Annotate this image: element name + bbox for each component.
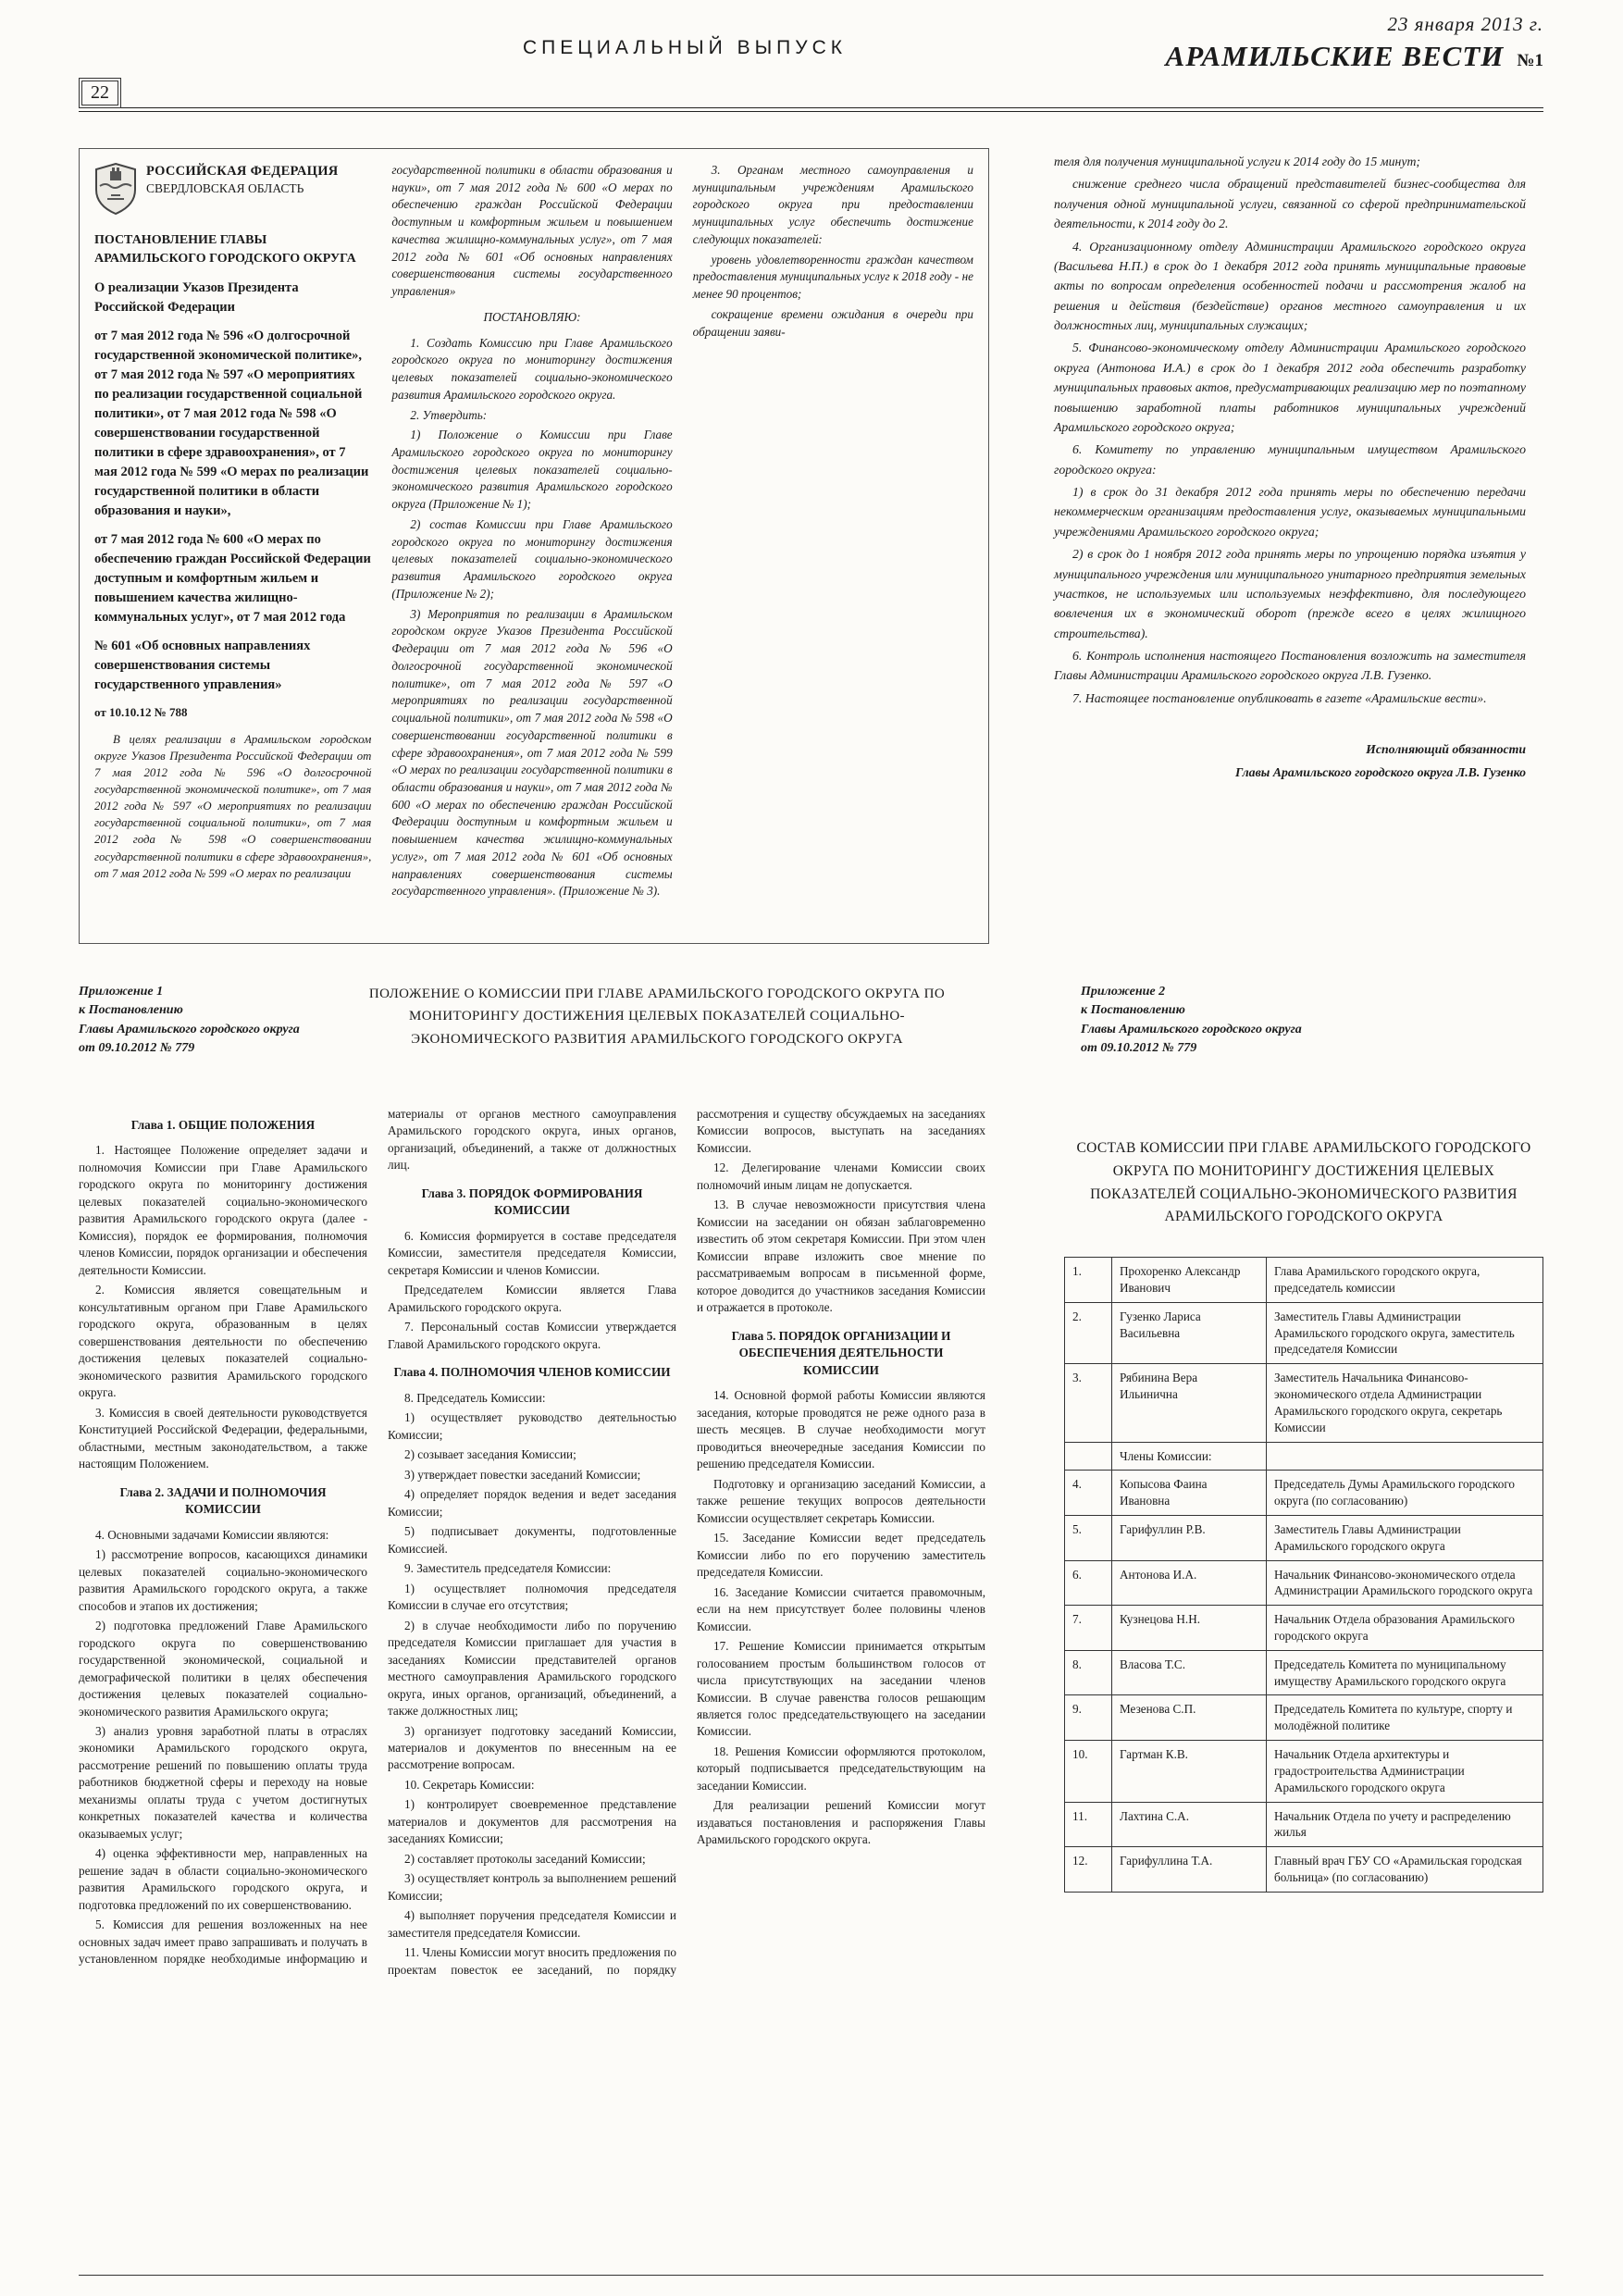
table-row bbox=[1065, 1302, 1543, 1363]
decree-right-column bbox=[1054, 148, 1526, 944]
paragraph: 1) Положение о Комиссии при Главе Арамильского городского округа по мониторингу достижения целевых показателей социально-экономического развития Арамильского городского округа (Приложение № 1); bbox=[391, 428, 673, 512]
paragraph: 1) осуществляет полномочия председателя Комиссии в случае его отсутствия; bbox=[388, 1581, 676, 1613]
member-role-cell: Главный врач ГБУ СО «Арамильская городская больница» (по согласованию) bbox=[1267, 1847, 1543, 1893]
decree-box bbox=[79, 148, 989, 944]
special-issue-title: СПЕЦИАЛЬНЫЙ ВЫПУСК bbox=[522, 37, 848, 58]
issue-date: 23 января 2013 г. bbox=[1387, 13, 1543, 35]
table-row bbox=[1065, 1741, 1543, 1802]
row-num-cell: 1. bbox=[1065, 1258, 1112, 1303]
paragraph: Глава 3. ПОРЯДОК ФОРМИРОВАНИЯ КОМИССИИ bbox=[421, 1185, 643, 1218]
row-num-cell: 5. bbox=[1065, 1515, 1112, 1560]
coat-of-arms-icon bbox=[94, 162, 137, 220]
paragraph: Глава 5. ПОРЯДОК ОРГАНИЗАЦИИ И ОБЕСПЕЧЕНИЯ ДЕЯТЕЛЬНОСТИ КОМИССИИ bbox=[731, 1328, 951, 1377]
issue-number: №1 bbox=[1517, 51, 1543, 70]
paragraph: 13. В случае невозможности присутствия члена Комиссии на заседании он обязан заблаговременно известить об этом секретаря Комиссии. При этом член Комиссии вправе изложить свое мнение по рассматриваемым вопросам в письменной форме, которое доводится до участников заседания Комиссии и отражается в протоколе. bbox=[697, 1198, 985, 1315]
paragraph: Приложение 2 bbox=[1081, 985, 1166, 999]
member-role-cell: Заместитель Главы Администрации Арамильского городского округа bbox=[1267, 1515, 1543, 1560]
table-row bbox=[1065, 1258, 1543, 1303]
decree-preamble: В целях реализации в Арамильском городском округе Указов Президента Российской Федерации от 7 мая 2012 года № 596 «О долгосрочной государственной экономической политике», от 7 мая 2012 года № 597 «О мероприятиях по реализации государственной социальной политики», от 7 мая 2012 года № 598 «О совершенствовании государственной политики в сфере здравоохранения», от 7 мая 2012 года № 599 «О мерах по реализации bbox=[94, 732, 372, 880]
paragraph: 1) в срок до 31 декабря 2012 года принять меры по обеспечению передачи некоммерческим организациям предоставления услуг, оказываемых муниципальными учреждениями Арамильского городского округа; bbox=[1054, 485, 1526, 539]
row-num-cell: 9. bbox=[1065, 1695, 1112, 1741]
paragraph: 4) оценка эффективности мер, направленных на решение задач в области социально-экономического развития Арамильского городского округа, и подготовка предложений по их совершенствованию. bbox=[79, 1846, 367, 1912]
paragraph: 1) осуществляет руководство деятельностью Комиссии; bbox=[388, 1410, 676, 1442]
paragraph: от 09.10.2012 № 779 bbox=[1081, 1040, 1197, 1055]
paragraph: 3. Органам местного самоуправления и муниципальным учреждениям Арамильского городского округа при предоставлении муниципальных услуг обеспечить достижение следующих показателей: bbox=[692, 163, 973, 246]
member-name-cell: Гарифуллин Р.В. bbox=[1112, 1515, 1267, 1560]
paragraph: 3) организует подготовку заседаний Комиссии, материалов и документов по внесенным на ее рассмотрение вопросам. bbox=[388, 1723, 676, 1772]
paragraph: 2) составляет протоколы заседаний Комиссии; bbox=[404, 1851, 646, 1866]
paragraph: 6. Комиссия формируется в составе председателя Комиссии, заместителя председателя Комиссии, секретаря Комиссии и членов Комиссии. bbox=[388, 1228, 676, 1277]
table-row bbox=[1065, 1650, 1543, 1695]
paragraph: 3) утверждает повестки заседаний Комиссии; bbox=[404, 1467, 641, 1482]
member-name-cell: Прохоренко Александр Иванович bbox=[1112, 1258, 1267, 1303]
paragraph: 1) контролирует своевременное представление материалов и документов для рассмотрения на заседаниях Комиссии; bbox=[388, 1797, 676, 1846]
member-role-cell: Председатель Комитета по муниципальному имуществу Арамильского городского округа bbox=[1267, 1650, 1543, 1695]
member-name-cell: Кузнецова Н.Н. bbox=[1112, 1606, 1267, 1651]
paragraph: 2) подготовка предложений Главе Арамильского городского округа по совершенствованию государственной экономической, социальной и демографической политики в целях обеспечения достижения целевых показателей социально-экономического развития Арамильского округа; bbox=[79, 1619, 367, 1719]
row-num-cell bbox=[1065, 1442, 1112, 1471]
paragraph: 3) осуществляет контроль за выполнением решений Комиссии; bbox=[388, 1871, 676, 1903]
member-role-cell: Заместитель Главы Администрации Арамильского городского округа, заместитель председателя Комиссии bbox=[1267, 1302, 1543, 1363]
row-num-cell: 11. bbox=[1065, 1802, 1112, 1847]
paragraph: 11. Члены Комиссии могут вносить предложения по проектам повесток ее заседаний, по порядку рассмотрения и существу обсуждаемых на заседаниях Комиссии вопросов, выступать на заседаниях Комиссии. bbox=[388, 1107, 985, 1977]
masthead-line bbox=[1166, 40, 1543, 73]
paragraph: 3. Комиссия в своей деятельности руководствуется Конституцией Российской Федерации, федеральными, областными, местным законодательством, а также настоящим Положением. bbox=[79, 1405, 367, 1471]
row-num-cell: 3. bbox=[1065, 1364, 1112, 1442]
org-text bbox=[146, 162, 339, 220]
paragraph: 12. Делегирование членами Комиссии своих полномочий иным лицам не допускается. bbox=[697, 1160, 985, 1192]
paragraph: Исполняющий обязанности bbox=[1366, 742, 1526, 757]
member-role-cell: Начальник Отдела архитектуры и градостроительства Администрации Арамильского городского округа bbox=[1267, 1741, 1543, 1802]
paragraph: Глава 2. ЗАДАЧИ И ПОЛНОМОЧИЯ КОМИССИИ bbox=[119, 1484, 327, 1517]
page-number: 22 bbox=[81, 81, 118, 105]
member-name-cell: Гартман К.В. bbox=[1112, 1741, 1267, 1802]
member-name-cell: Гарифуллина Т.А. bbox=[1112, 1847, 1267, 1893]
row-num-cell: 6. bbox=[1065, 1560, 1112, 1606]
member-name-cell: Члены Комиссии: bbox=[1112, 1442, 1267, 1471]
paragraph: Председателем Комиссии является Глава Арамильского городского округа. bbox=[388, 1283, 676, 1314]
decree-section bbox=[79, 148, 1526, 944]
decree-ref: от 10.10.12 № 788 bbox=[94, 704, 188, 719]
paragraph: 3) анализ уровня заработной платы в отраслях экономики Арамильского городского округа, рассмотрение решений по повышению оплаты труда работников бюджетной сферы и переходу на новые механизмы оплаты труда с учетом достигнутых конкретных показателей качества и количества оказываемых услуг; bbox=[79, 1723, 367, 1841]
appendix-1-label bbox=[79, 983, 342, 1058]
paragraph: сокращение времени ожидания в очереди при обращении заяви- bbox=[692, 306, 973, 339]
paragraph: Главы Арамильского городского округа Л.В. Гузенко bbox=[1235, 764, 1526, 779]
paragraph: 1. Создать Комиссию при Главе Арамильского городского округа по мониторингу достижения целевых показателей социально-экономического развития Арамильского городского округа. bbox=[391, 335, 673, 402]
masthead-title: АРАМИЛЬСКИЕ ВЕСТИ bbox=[1165, 40, 1505, 72]
paragraph: уровень удовлетворенности граждан качеством предоставления муниципальных услуг к 2018 году - не менее 90 процентов; bbox=[692, 252, 973, 302]
org-block bbox=[94, 162, 371, 220]
row-num-cell: 8. bbox=[1065, 1650, 1112, 1695]
paragraph: Главы Арамильского городского округа bbox=[79, 1022, 300, 1036]
row-num-cell: 12. bbox=[1065, 1847, 1112, 1893]
member-role-cell: Заместитель Начальника Финансово-экономического отдела Администрации Арамильского городского округа, секретарь Комиссии bbox=[1267, 1364, 1543, 1442]
paragraph: Приложение 1 bbox=[79, 985, 164, 999]
row-num-cell: 2. bbox=[1065, 1302, 1112, 1363]
decree-title bbox=[94, 279, 371, 695]
paragraph: О реализации Указов Президента Российской Федерации bbox=[94, 280, 299, 316]
paragraph: 4) определяет порядок ведения и ведет заседания Комиссии; bbox=[388, 1487, 676, 1519]
member-role-cell: Начальник Отдела по учету и распределению жилья bbox=[1267, 1802, 1543, 1847]
paragraph: 2) в случае необходимости либо по поручению председателя Комиссии приглашает для участия в заседаниях Комиссии представителей органов местного самоуправления Арамильского городского округа, иных органов, организаций, объединений, а также должностных лиц; bbox=[388, 1618, 676, 1719]
paragraph: Для реализации решений Комиссии могут издаваться постановления и распоряжения Главы Арамильского городского округа. bbox=[697, 1798, 985, 1847]
paragraph: 7. Настоящее постановление опубликовать в газете «Арамильские вести». bbox=[1072, 690, 1487, 705]
header-rule bbox=[79, 107, 1543, 112]
paragraph: 16. Заседание Комиссии считается правомочным, если на нем присутствует более половины членов Комиссии. bbox=[697, 1584, 985, 1633]
member-name-cell: Рябинина Вера Ильинична bbox=[1112, 1364, 1267, 1442]
paragraph: от 7 мая 2012 года № 596 «О долгосрочной государственной экономической политике», от 7 мая 2012 года № 597 «О мероприятиях по реализации государственной социальной политики», от 7 мая 2012 года № 598 «О совершенствовании государственной политики в сфере здравоохранения», от 7 мая 2012 года № 599 «О мерах по реализации государственной политики в области образования и науки», bbox=[94, 329, 369, 519]
paragraph: Главы Арамильского городского округа bbox=[1081, 1022, 1302, 1036]
member-name-cell: Лахтина С.А. bbox=[1112, 1802, 1267, 1847]
table-row bbox=[1065, 1695, 1543, 1741]
paragraph: Глава 1. ОБЩИЕ ПОЛОЖЕНИЯ bbox=[130, 1118, 316, 1132]
paragraph: 9. Заместитель председателя Комиссии: bbox=[404, 1561, 612, 1576]
page-number-box bbox=[79, 78, 121, 108]
regulation-body bbox=[79, 1106, 985, 1985]
row-num-cell: 4. bbox=[1065, 1471, 1112, 1516]
table-row bbox=[1065, 1364, 1543, 1442]
paragraph: 10. Секретарь Комиссии: bbox=[404, 1777, 535, 1792]
paragraph: 17. Решение Комиссии принимается открытым голосованием простым большинством голосов от числа присутствующих на заседании членов Комиссии. В случае равенства голосов решающим является голос председательствующего на заседании Комиссии. bbox=[697, 1639, 985, 1739]
member-role-cell: Председатель Думы Арамильского городского округа (по согласованию) bbox=[1267, 1471, 1543, 1516]
member-role-cell: Глава Арамильского городского округа, председатель комиссии bbox=[1267, 1258, 1543, 1303]
composition-title: СОСТАВ КОМИССИИ ПРИ ГЛАВЕ АРАМИЛЬСКОГО ГОРОДСКОГО ОКРУГА ПО МОНИТОРИНГУ ДОСТИЖЕНИЯ ЦЕЛЕВЫХ ПОКАЗАТЕЛЕЙ СОЦИАЛЬНО-ЭКОНОМИЧЕСКОГО РАЗВИТИЯ АРАМИЛЬСКОГО ГОРОДСКОГО ОКРУГА bbox=[1076, 1140, 1531, 1225]
paragraph: 1) рассмотрение вопросов, касающихся динамики целевых показателей социально-экономического развития Арамильского городского округа, а также способов и этапов их достижения; bbox=[79, 1547, 367, 1613]
composition-table bbox=[1064, 1257, 1543, 1893]
row-num-cell: 10. bbox=[1065, 1741, 1112, 1802]
composition-section bbox=[1064, 1106, 1543, 1893]
paragraph: 8. Председатель Комиссии: bbox=[404, 1390, 546, 1405]
paragraph: 2) созывает заседания Комиссии; bbox=[404, 1447, 576, 1462]
paragraph: 4. Организационному отделу Администрации Арамильского городского округа (Васильева Н.П.) в срок до 1 декабря 2012 года принять муниципальные правовые акты по вопросам определения особенностей подачи и рассмотрения жалоб на решения и действия (бездействие) органов местного самоуправления и их должностных лиц, муниципальных служащих; bbox=[1054, 239, 1526, 332]
paragraph: 5) подписывает документы, подготовленные Комиссией. bbox=[388, 1524, 676, 1556]
country-label: РОССИЙСКАЯ ФЕДЕРАЦИЯ bbox=[146, 164, 339, 179]
paragraph: Подготовку и организацию заседаний Комиссии, а также решение текущих вопросов деятельности Комиссии осуществляет секретарь Комиссии. bbox=[697, 1476, 985, 1525]
table-row bbox=[1065, 1515, 1543, 1560]
paragraph: 4) выполняет поручения председателя Комиссии и заместителя председателя Комиссии. bbox=[388, 1908, 676, 1940]
member-role-cell bbox=[1267, 1442, 1543, 1471]
paragraph: 2. Комиссия является совещательным и консультативным органом при Главе Арамильского городского округа, образованным в целях совершенствования деятельности по обеспечению достижения целевых показателей социально-экономического развития Арамильского городского округа. bbox=[79, 1283, 367, 1400]
paragraph: № 601 «Об основных направлениях совершенствования системы государственного управления» bbox=[94, 639, 311, 693]
paragraph: 5. Комиссия для решения возложенных на нее основных задач имеет право запрашивать и получать в установленном порядке необходимые информацию и материалы от органов местного самоуправления Арамильского городского округа, иных органов, организаций, объединений, а также от должностных лиц. bbox=[79, 1107, 676, 1967]
table-row bbox=[1065, 1606, 1543, 1651]
paragraph: 4. Основными задачами Комиссии являются: bbox=[95, 1527, 329, 1542]
member-role-cell: Начальник Отдела образования Арамильского городского округа bbox=[1267, 1606, 1543, 1651]
paragraph: от 7 мая 2012 года № 600 «О мерах по обеспечению граждан Российской Федерации доступным и комфортным жильем и повышением качества жилищно-коммунальных услуг», от 7 мая 2012 года bbox=[94, 532, 371, 626]
appendix-2-label bbox=[1081, 983, 1543, 1058]
table-row bbox=[1065, 1802, 1543, 1847]
bottom-rule bbox=[79, 2275, 1543, 2276]
member-role-cell: Председатель Комитета по культуре, спорту и молодёжной политике bbox=[1267, 1695, 1543, 1741]
decree-doc-type: ПОСТАНОВЛЕНИЕ ГЛАВЫ АРАМИЛЬСКОГО ГОРОДСКОГО ОКРУГА bbox=[94, 233, 356, 266]
paragraph: государственной политики в области образования и науки», от 7 мая 2012 года № 600 «О мерах по обеспечению граждан Российской Федерации доступным и комфортным жильем и повышением качества жилищно-коммунальных услуг», от 7 мая 2012 года № 601 «Об основных направлениях совершенствования системы государственного управления» bbox=[391, 163, 673, 299]
region-label: СВЕРДЛОВСКАЯ ОБЛАСТЬ bbox=[146, 181, 304, 195]
masthead-area bbox=[1166, 13, 1543, 73]
paragraph: от 09.10.2012 № 779 bbox=[79, 1040, 195, 1055]
paragraph: 6. Комитету по управлению муниципальным имуществом Арамильского городского округа: bbox=[1054, 442, 1526, 477]
paragraph: 15. Заседание Комиссии ведет председатель Комиссии либо по его поручению заместитель председателя Комиссии. bbox=[697, 1531, 985, 1580]
paragraph: 18. Решения Комиссии оформляются протоколом, который подписывается председательствующим на заседании Комиссии. bbox=[697, 1744, 985, 1793]
paragraph: ПОСТАНОВЛЯЮ: bbox=[483, 309, 581, 324]
paragraph: теля для получения муниципальной услуги к 2014 году до 15 минут; bbox=[1054, 155, 1421, 168]
paragraph: 3) Мероприятия по реализации в Арамильском городском округе Указов Президента Российской Федерации от 7 мая 2012 года № 596 «О долгосрочной государственной экономической политике», от 7 мая 2012 года № 597 «О мероприятиях по реализации государственной социальной политики», от 7 мая 2012 года № 598 «О совершенствовании государственной политики в сфере здравоохранения», от 7 мая 2012 года № 599 «О мерах по реализации государственной политики в области образования и науки», от 7 мая 2012 года № 600 «О мерах по обеспечению граждан Российской Федерации доступным и комфортным жильем и повышением качества жилищно-коммунальных услуг», от 7 мая 2012 года № 601 «Об основных направлениях совершенствования системы государственного управления». (Приложение № 3). bbox=[391, 606, 673, 899]
paragraph: снижение среднего числа обращений представителей бизнес-сообщества для получения одной муниципальной услуги, связанной со сферой предпринимательской деятельности, к 2014 году до 2. bbox=[1054, 177, 1526, 231]
paragraph: 7. Персональный состав Комиссии утверждается Главой Арамильского городского округа. bbox=[388, 1320, 676, 1351]
decree-title-column bbox=[94, 162, 371, 930]
member-name-cell: Копысова Фаина Ивановна bbox=[1112, 1471, 1267, 1516]
paragraph: к Постановлению bbox=[1081, 1003, 1185, 1018]
table-row bbox=[1065, 1442, 1543, 1471]
member-name-cell: Антонова И.А. bbox=[1112, 1560, 1267, 1606]
table-row bbox=[1065, 1560, 1543, 1606]
table-row bbox=[1065, 1847, 1543, 1893]
paragraph: 2) в срок до 1 ноября 2012 года принять меры по упрощению порядка изъятия у муниципального учреждения или муниципального унитарного предприятия земельных участков, не используемых или используемых неэффективно, для последующего вовлечения их в экономический оборот (прежде всего в целях жилищного строительства). bbox=[1054, 547, 1526, 640]
member-role-cell: Начальник Финансово-экономического отдела Администрации Арамильского городского округа bbox=[1267, 1560, 1543, 1606]
row-num-cell: 7. bbox=[1065, 1606, 1112, 1651]
paragraph: 1. Настоящее Положение определяет задачи и полномочия Комиссии при Главе Арамильского городского округа по мониторингу достижения целевых показателей социально-экономического развития Арамильского городского округа (далее - Комиссия), порядок ее формирования, полномочия членов Комиссии, порядок организации и обеспечения деятельности Комиссии. bbox=[79, 1143, 367, 1277]
member-name-cell: Гузенко Лариса Васильевна bbox=[1112, 1302, 1267, 1363]
paragraph: Глава 4. ПОЛНОМОЧИЯ ЧЛЕНОВ КОМИССИИ bbox=[393, 1365, 671, 1380]
paragraph: 14. Основной формой работы Комиссии являются заседания, которые проводятся не реже одного раза в шесть месяцев. В случае необходимости могут проводиться внеочередные заседания Комиссии по решению председателя Комиссии. bbox=[697, 1388, 985, 1471]
member-name-cell: Мезенова С.П. bbox=[1112, 1695, 1267, 1741]
decree-body-columns bbox=[391, 162, 973, 930]
paragraph: 2) состав Комиссии при Главе Арамильского городского округа по мониторингу достижения целевых показателей социально-экономического развития Арамильского городского округа (Приложение № 2); bbox=[391, 516, 673, 601]
appendix-header-row bbox=[79, 983, 1543, 1058]
paragraph: к Постановлению bbox=[79, 1003, 183, 1018]
table-row bbox=[1065, 1471, 1543, 1516]
paragraph: 2. Утвердить: bbox=[410, 407, 488, 422]
member-name-cell: Власова Т.С. bbox=[1112, 1650, 1267, 1695]
paragraph: 5. Финансово-экономическому отделу Администрации Арамильского городского округа (Антонова И.А.) в срок до 1 декабря 2012 года обеспечить разработку муниципальных правовых актов, предусматривающих реализацию мер по поэтапному повышению заработной платы работников муниципальных учреждений Арамильского городского округа; bbox=[1054, 341, 1526, 434]
regulation-title: ПОЛОЖЕНИЕ О КОМИССИИ ПРИ ГЛАВЕ АРАМИЛЬСКОГО ГОРОДСКОГО ОКРУГА ПО МОНИТОРИНГУ ДОСТИЖЕНИЯ ЦЕЛЕВЫХ ПОКАЗАТЕЛЕЙ СОЦИАЛЬНО-ЭКОНОМИЧЕСКОГО РАЗВИТИЯ АРАМИЛЬСКОГО ГОРОДСКОГО ОКРУГА bbox=[368, 987, 946, 1047]
paragraph: 6. Контроль исполнения настоящего Постановления возложить на заместителя Главы Администрации Арамильского городского округа Л.В. Гузенко. bbox=[1054, 649, 1526, 683]
